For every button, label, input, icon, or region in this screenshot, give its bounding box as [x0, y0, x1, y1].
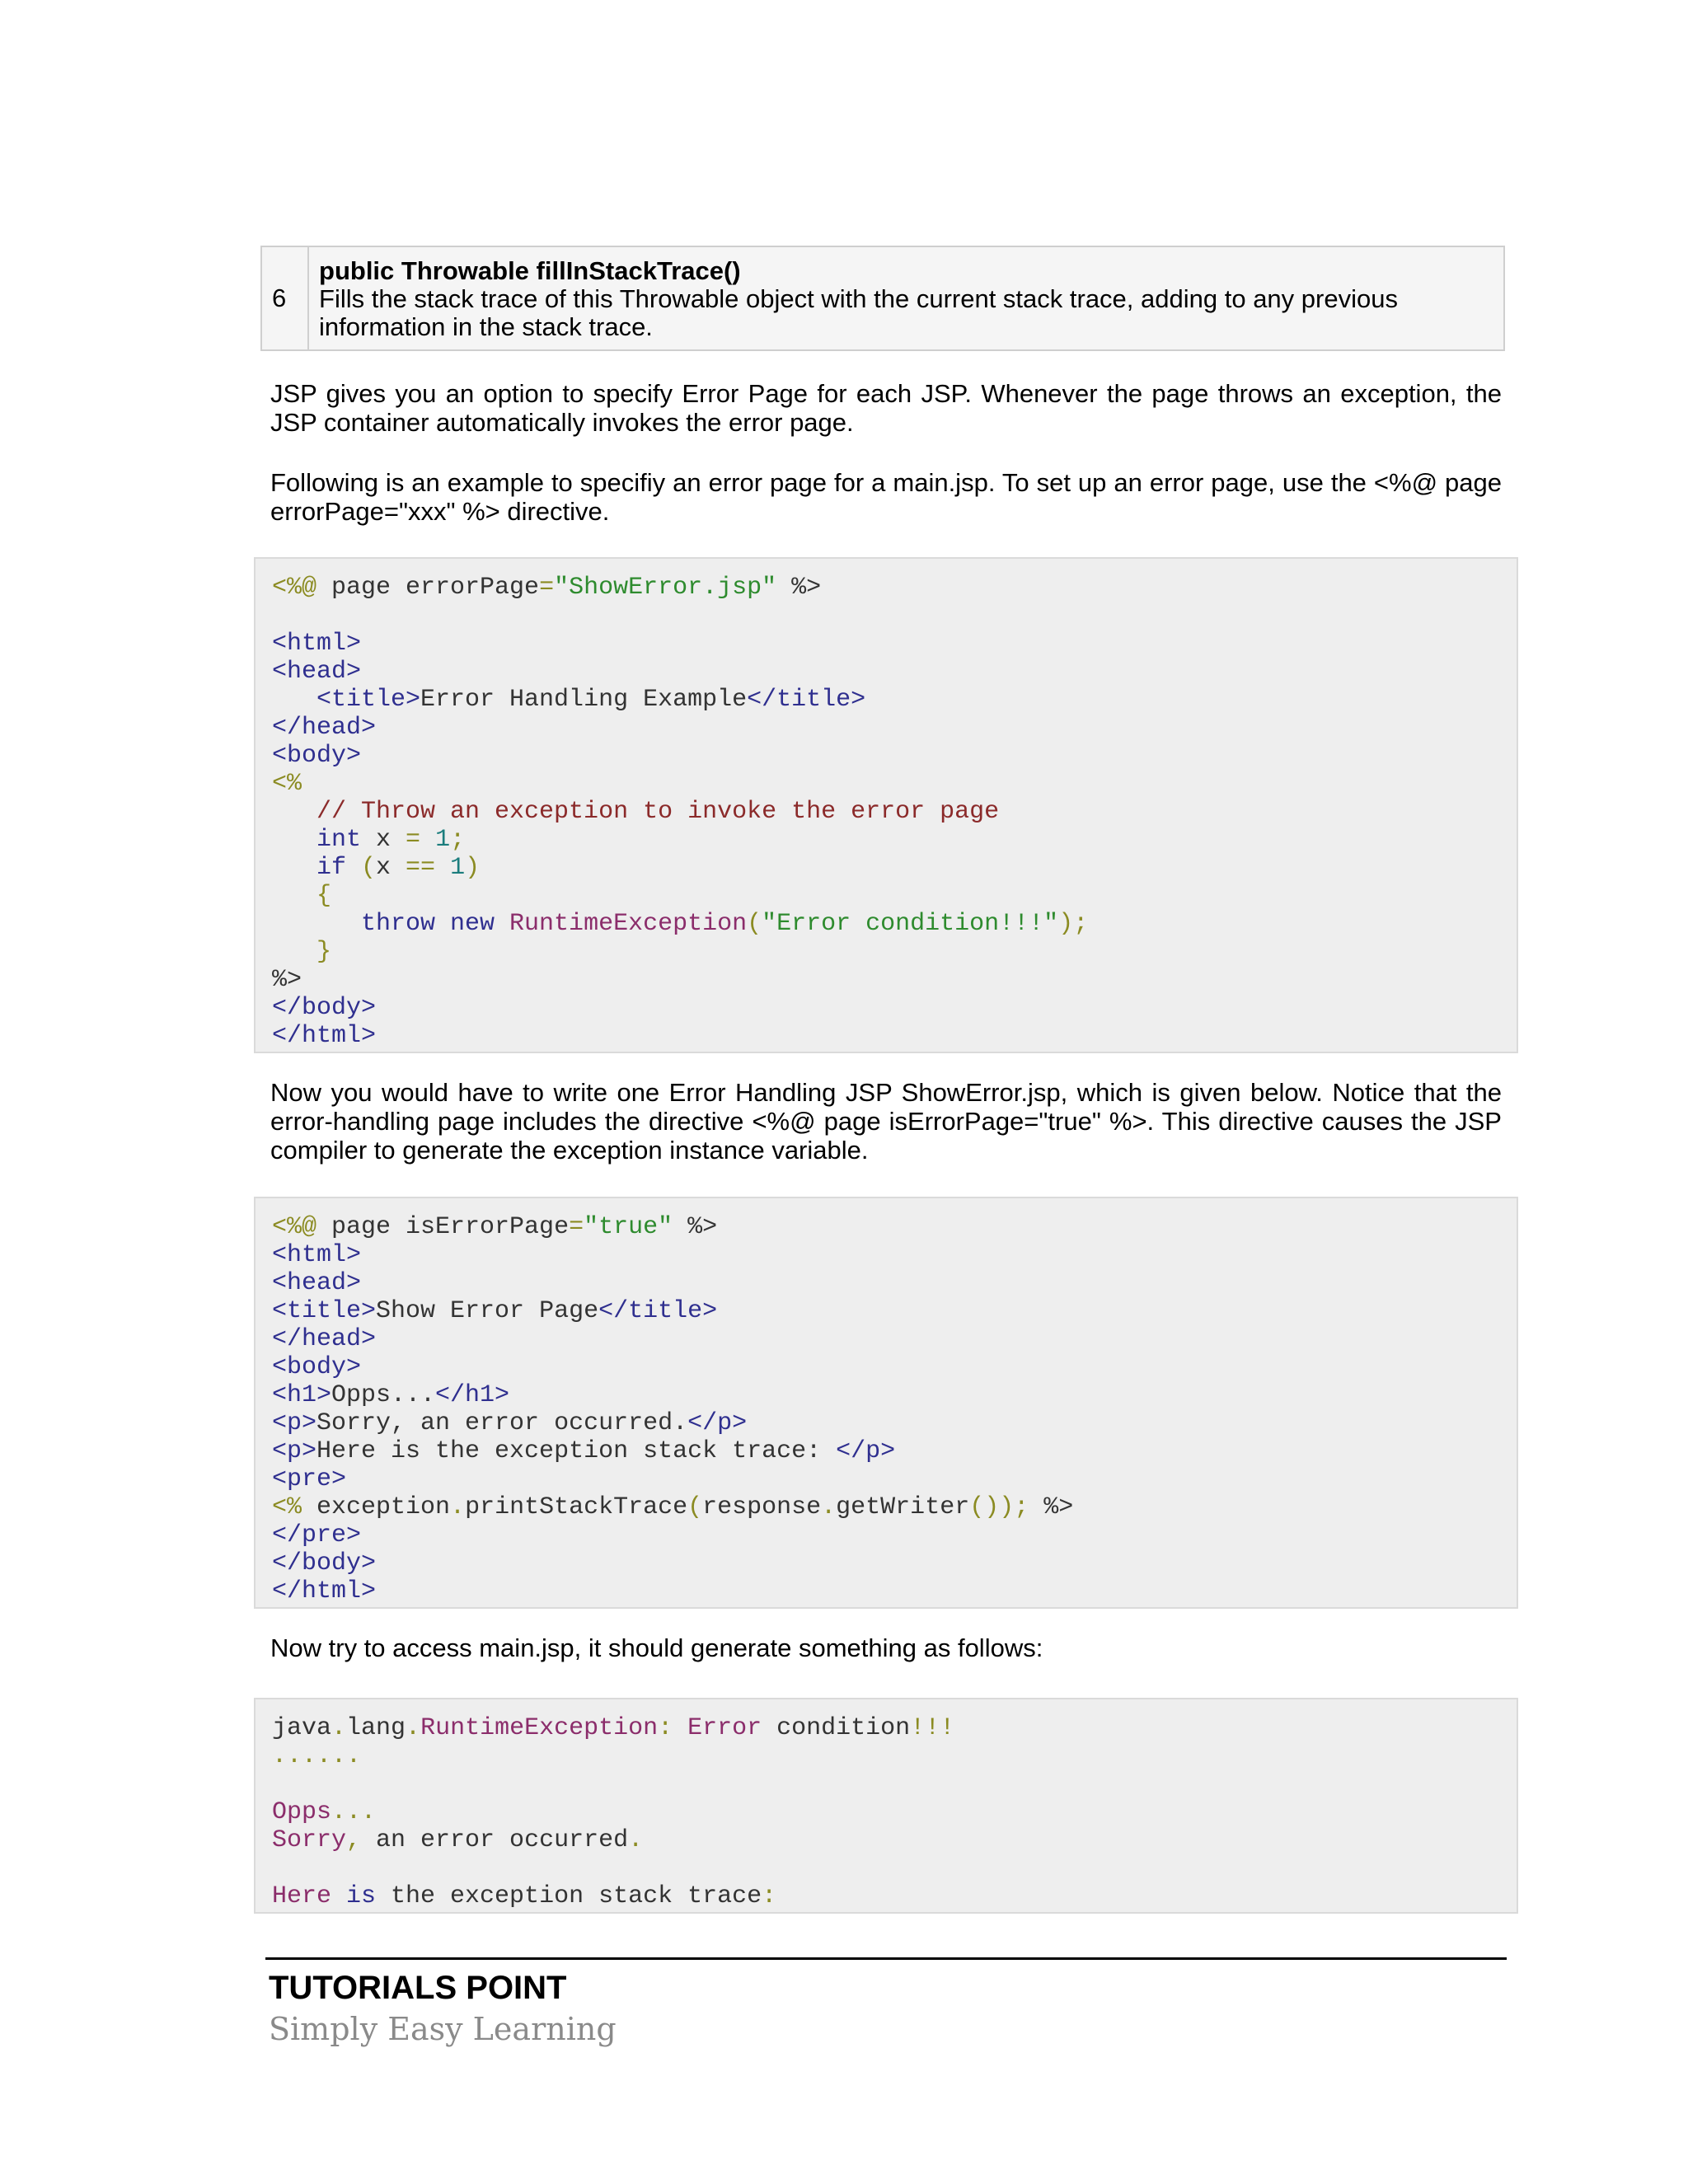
code-line: <title>Error Handling Example</title> — [272, 686, 866, 714]
code-line: Opps... — [272, 1798, 377, 1826]
code-line: <head> — [272, 1269, 362, 1297]
paragraph-error-page-intro: JSP gives you an option to specify Error Page for each JSP. Whenever the page throws an exception, the JSP container automatically invokes the error page. — [270, 379, 1502, 437]
code-line: </html> — [272, 1022, 377, 1050]
code-line: <pre> — [272, 1465, 347, 1493]
code-line-blank — [272, 602, 1517, 630]
code-line: { — [272, 882, 332, 910]
method-table-row — [260, 246, 1505, 351]
code-line: <title>Show Error Page</title> — [272, 1297, 718, 1325]
footer-brand: TUTORIALS POINT — [269, 1970, 567, 2006]
footer-tagline: Simply Easy Learning — [269, 2011, 617, 2047]
code-line: java.lang.RuntimeException: Error condition!!! — [272, 1714, 955, 1742]
code-line: } — [272, 938, 332, 966]
code-line: <p>Sorry, an error occurred.</p> — [272, 1409, 748, 1437]
code-line: <body> — [272, 1353, 362, 1381]
code-line: </head> — [272, 1325, 377, 1353]
code-line: throw new RuntimeException("Error condition!!!"); — [272, 910, 1089, 938]
code-line: <body> — [272, 742, 362, 770]
code-line: %> — [272, 966, 302, 994]
code-line: <% — [272, 770, 302, 798]
code-line: int x = 1; — [272, 826, 466, 854]
code-block-main-jsp — [254, 557, 1518, 1053]
method-signature: public Throwable fillInStackTrace() — [319, 256, 741, 285]
code-line-blank — [272, 1770, 1517, 1798]
code-line: Here is the exception stack trace: — [272, 1882, 777, 1910]
code-line: </body> — [272, 1549, 377, 1577]
paragraph-show-error-intro: Now you would have to write one Error Handling JSP ShowError.jsp, which is given below. Notice that the error-handling page includes the directive <%@ page isErrorPage="true" %>. This directive causes the JSP compiler to generate the exception instance variable. — [270, 1078, 1502, 1165]
code-line: <%@ page isErrorPage="true" %> — [272, 1213, 718, 1241]
code-line: if (x == 1) — [272, 854, 481, 882]
code-line: Sorry, an error occurred. — [272, 1826, 644, 1854]
code-line: <% exception.printStackTrace(response.getWriter()); %> — [272, 1493, 1074, 1521]
code-line: <p>Here is the exception stack trace: </p> — [272, 1437, 896, 1465]
paragraph-error-page-directive: Following is an example to specifiy an error page for a main.jsp. To set up an error page, use the <%@ page errorPage="xxx" %> directive. — [270, 468, 1502, 526]
code-line: </body> — [272, 994, 377, 1022]
code-line: </pre> — [272, 1521, 362, 1549]
method-number: 6 — [262, 247, 309, 349]
code-line: ...... — [272, 1742, 362, 1770]
code-line: // Throw an exception to invoke the error page — [272, 798, 1000, 826]
paragraph-access-main: Now try to access main.jsp, it should generate something as follows: — [270, 1633, 1043, 1662]
code-line: </html> — [272, 1577, 377, 1605]
code-line-blank — [272, 1854, 1517, 1882]
code-line: <html> — [272, 1241, 362, 1269]
code-line: <html> — [272, 630, 362, 658]
code-line: <h1>Opps...</h1> — [272, 1381, 510, 1409]
code-line: <%@ page errorPage="ShowError.jsp" %> — [272, 574, 822, 602]
method-description: Fills the stack trace of this Throwable object with the current stack trace, adding to any previous information in the stack trace. — [319, 284, 1398, 341]
code-block-show-error-jsp — [254, 1197, 1518, 1609]
code-line: </head> — [272, 714, 377, 742]
method-description-cell — [309, 247, 1503, 349]
code-block-output — [254, 1698, 1518, 1914]
footer-divider — [265, 1957, 1507, 1960]
code-line: <head> — [272, 658, 362, 686]
